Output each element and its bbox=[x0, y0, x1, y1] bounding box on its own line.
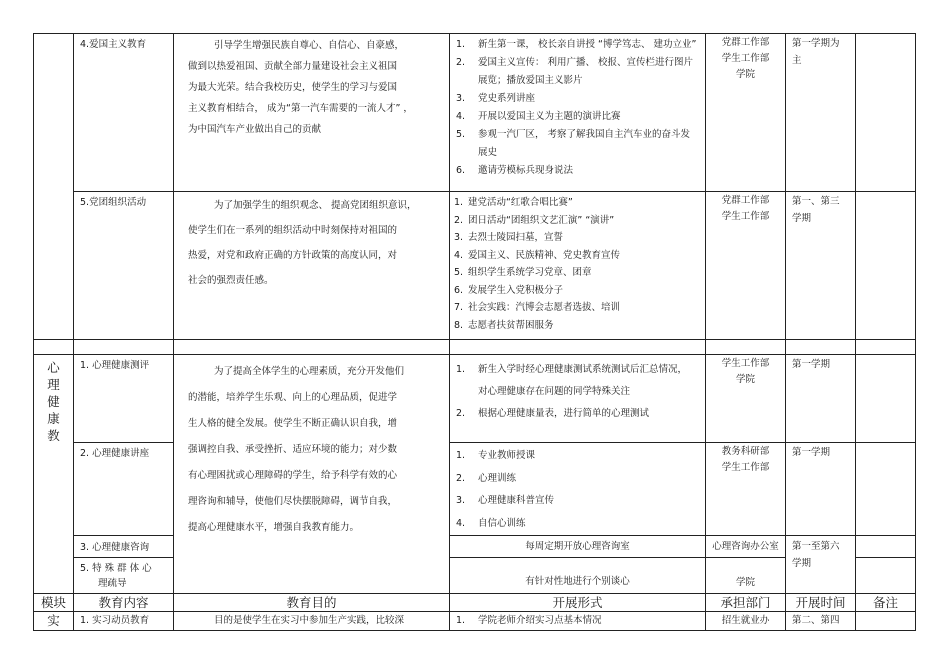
list-item: 8. 志愿者扶贫帮困服务 bbox=[454, 319, 554, 331]
list-item: 2. 团日活动“团组织文艺汇演” “演讲” bbox=[454, 214, 615, 226]
goal-party: 为了加强学生的组织观念、 提高党团组织意识， 使学生们在一系列的组织活动中时刻保持对祖国的 热爱，对党和政府正确的方针政策的高度认同，对 社会的强烈责任感。 bbox=[174, 192, 450, 340]
time-psych-consult: 第一至第六 学期 bbox=[786, 536, 856, 594]
forms-psych-assessment bbox=[450, 355, 706, 443]
goal-psych: 为了提高全体学生的心理素质，充分开发他们 的潜能，培养学生乐观、向上的心理品质，促进学 生人格的健全发展。使学生不断正确认识自我，增 强调控自我、承受挫折、适应环境的能力；对少数 有心理困扰或心理障碍的学生，给予科学有效的心 理咨询和辅导，使他们尽快摆脱障碍，调节自我， 提高心理健康水平，增强自我教育能力。 bbox=[174, 355, 450, 594]
dept-psych-assessment: 学生工作部 学院 bbox=[706, 355, 786, 443]
module-cell-ideology bbox=[34, 34, 74, 340]
dept-party: 党群工作部 学生工作部 bbox=[706, 192, 786, 340]
forms-party bbox=[450, 192, 706, 340]
list-item: 1. 新生第一课， 校长亲自讲授 “博学笃志、 建功立业” bbox=[456, 39, 697, 50]
list-item: 3. 心理健康科普宣传 bbox=[456, 495, 555, 506]
dept-psych-special: 学院 bbox=[706, 558, 786, 594]
list-item: 3. 去烈士陵园扫墓，宣誓 bbox=[454, 232, 564, 243]
item-patriotism: 4.爱国主义教育 bbox=[74, 34, 174, 192]
header-module: 模块 bbox=[34, 594, 74, 612]
list-item: 5. 组织学生系统学习党章、团章 bbox=[454, 267, 592, 278]
row-psych-assessment bbox=[34, 355, 916, 443]
item-psych-special: 5. 特 殊 群 体 心 理疏导 bbox=[74, 558, 174, 594]
header-note: 备注 bbox=[856, 594, 916, 612]
row-party bbox=[34, 192, 916, 340]
goal-patriotism: 引导学生增强民族自尊心、自信心、自豪感， 做到以热爱祖国、贡献全部力量建设社会主义祖国 为最大光荣。结合我校历史，使学生的学习与爱国 主义教育相结合， 成为“第一汽车需要的一流人才” ， 为中国汽车产业做出自己的贡献 bbox=[174, 34, 450, 192]
time-party: 第一、第三 学期 bbox=[786, 192, 856, 340]
row-psych-lecture bbox=[34, 443, 916, 536]
row-psych-special bbox=[34, 558, 916, 594]
forms-psych-lecture bbox=[450, 443, 706, 536]
list-item: 1. 专业教师授课 bbox=[456, 450, 536, 461]
dept-patriotism: 党群工作部 学生工作部 学院 bbox=[706, 34, 786, 192]
note-party bbox=[856, 192, 916, 340]
list-item: 1. 学院老师介绍实习点基本情况 bbox=[456, 615, 602, 626]
form-psych-special: 有针对性地进行个别谈心 bbox=[450, 558, 706, 594]
form-psych-consult: 每周定期开放心理咨询室 bbox=[450, 536, 706, 558]
list-item: 5. 参观一汽厂区， 考察了解我国自主汽车业的奋斗发展史 bbox=[456, 129, 691, 158]
header-form: 开展形式 bbox=[450, 594, 706, 612]
dept-internship: 招生就业办 bbox=[706, 612, 786, 631]
list-item: 3. 党史系列讲座 bbox=[456, 93, 536, 104]
list-item: 1. 新生入学时经心理健康测试系统测试后汇总情况， 对心理健康存在问题的同学特殊关注 bbox=[456, 364, 688, 397]
form-internship bbox=[450, 612, 706, 631]
note-psych-assessment bbox=[856, 355, 916, 443]
education-plan-table bbox=[33, 33, 916, 631]
forms-patriotism bbox=[450, 34, 706, 192]
list-item: 2. 心理训练 bbox=[456, 472, 517, 484]
item-internship: 1. 实习动员教育 bbox=[74, 612, 174, 631]
list-item: 2. 根据心理健康量表，进行简单的心理测试 bbox=[456, 408, 650, 419]
note-patriotism bbox=[856, 34, 916, 192]
item-party: 5.党团组织活动 bbox=[74, 192, 174, 340]
note-psych-consult bbox=[856, 536, 916, 558]
list-item: 4. 爱国主义、民族精神、党史教育宣传 bbox=[454, 249, 621, 261]
spacer-row bbox=[34, 340, 916, 355]
note-psych-special bbox=[856, 558, 916, 594]
list-item: 4. 开展以爱国主义为主题的演讲比赛 bbox=[456, 111, 621, 122]
list-item: 6. 邀请劳模标兵现身说法 bbox=[456, 165, 574, 176]
list-item: 4. 自信心训练 bbox=[456, 517, 526, 529]
module-psych: 心 理 健 康 教 bbox=[34, 355, 74, 594]
dept-psych-consult: 心理咨询办公室 bbox=[706, 536, 786, 558]
time-patriotism: 第一学期为 主 bbox=[786, 34, 856, 192]
header-goal: 教育目的 bbox=[174, 594, 450, 612]
time-psych-assessment: 第一学期 bbox=[786, 355, 856, 443]
item-psych-consult: 3. 心理健康咨询 bbox=[74, 536, 174, 558]
list-item: 7. 社会实践：汽博会志愿者选拔、培训 bbox=[454, 302, 621, 313]
header-time: 开展时间 bbox=[786, 594, 856, 612]
header-dept: 承担部门 bbox=[706, 594, 786, 612]
item-psych-lecture: 2. 心理健康讲座 bbox=[74, 443, 174, 536]
note-internship bbox=[856, 612, 916, 631]
dept-psych-lecture: 教务科研部 学生工作部 bbox=[706, 443, 786, 536]
item-psych-assessment: 1. 心理健康测评 bbox=[74, 355, 174, 443]
list-item: 2. 爱国主义宣传： 利用广播、 校报、宣传栏进行图片展览；播放爱国主义影片 bbox=[456, 57, 694, 86]
row-psych-consult bbox=[34, 536, 916, 558]
list-item: 6. 发展学生入党积极分子 bbox=[454, 284, 564, 296]
module-internship: 实 bbox=[34, 612, 74, 631]
note-psych-lecture bbox=[856, 443, 916, 536]
time-internship: 第二、第四 bbox=[786, 612, 856, 631]
header-row bbox=[34, 594, 916, 612]
row-patriotism bbox=[34, 34, 916, 192]
header-content: 教育内容 bbox=[74, 594, 174, 612]
list-item: 1. 建党活动“红歌合唱比赛” bbox=[454, 197, 573, 208]
row-internship bbox=[34, 612, 916, 631]
goal-internship: 目的是使学生在实习中参加生产实践，比较深 bbox=[174, 612, 450, 631]
time-psych-lecture: 第一学期 bbox=[786, 443, 856, 536]
